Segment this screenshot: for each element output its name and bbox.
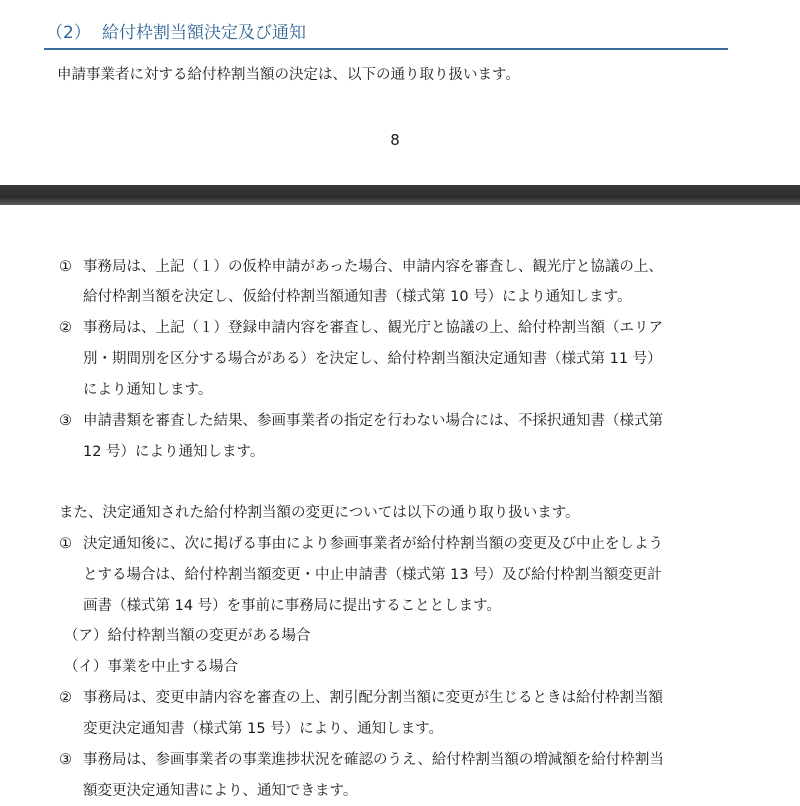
list-item [59, 318, 663, 338]
list-item-text: 決定通知後に、次に掲げる事由により参画事業者が給付枠割当額の変更及び中止をしよう [83, 536, 663, 552]
list-marker: ③ [59, 413, 72, 429]
list-item-continuation: 別・期間別を区分する場合がある）を決定し、給付枠割当額決定通知書（様式第 11 号） [83, 351, 662, 367]
list-item-continuation: により通知します。 [83, 382, 213, 398]
section-title: 給付枠割当額決定及び通知 [102, 23, 306, 43]
list-marker: ② [59, 320, 72, 336]
list-item-text: 申請書類を審査した結果、参画事業者の指定を行わない場合には、不採択通知書（様式第 [83, 413, 663, 429]
list-item-continuation: とする場合は、給付枠割当額変更・中止申請書（様式第 13 号）及び給付枠割当額変更計 [83, 567, 662, 583]
list-item-text: 事務局は、上記（１）の仮枠申請があった場合、申請内容を審査し、観光庁と協議の上、 [83, 259, 663, 275]
list-item-continuation: 変更決定通知書（様式第 15 号）により、通知します。 [83, 721, 444, 737]
list-item [59, 534, 663, 554]
list-marker: ① [59, 259, 72, 275]
list-item-text: 事務局は、参画事業者の事業進捗状況を確認のうえ、給付枠割当額の増減額を給付枠割当 [83, 752, 664, 768]
list-item-text: 事務局は、変更申請内容を審査の上、割引配分割当額に変更が生じるときは給付枠割当額 [83, 690, 663, 706]
list-item-continuation: 額変更決定通知書により、通知できます。 [83, 783, 358, 799]
list-item [59, 688, 663, 708]
list-item [59, 257, 663, 277]
list-marker: ① [59, 536, 72, 552]
page-lower [0, 205, 800, 806]
list-item-text: 事務局は、上記（１）登録申請内容を審査し、観光庁と協議の上、給付枠割当額（エリア [83, 320, 663, 336]
page-break-divider [0, 185, 800, 205]
list-item [59, 411, 663, 431]
list-item-continuation: 給付枠割当額を決定し、仮給付枠割当額通知書（様式第 10 号）により通知します。 [83, 289, 632, 305]
change-paragraph: また、決定通知された給付枠割当額の変更については以下の通り取り扱います。 [59, 505, 580, 521]
section-number: （2） [46, 23, 91, 43]
list-item [59, 750, 664, 770]
sub-item-i: （イ）事業を中止する場合 [64, 659, 238, 675]
list-marker: ③ [59, 752, 72, 768]
list-item-continuation: 画書（様式第 14 号）を事前に事務局に提出することとします。 [83, 598, 502, 614]
intro-paragraph: 申請事業者に対する給付枠割当額の決定は、以下の通り取り扱います。 [57, 67, 520, 83]
sub-item-a: （ア）給付枠割当額の変更がある場合 [64, 628, 311, 644]
list-item-continuation: 12 号）により通知します。 [83, 444, 265, 460]
list-marker: ② [59, 690, 72, 706]
page-upper [0, 0, 800, 185]
page-number: 8 [390, 131, 400, 149]
section-heading [44, 14, 728, 50]
